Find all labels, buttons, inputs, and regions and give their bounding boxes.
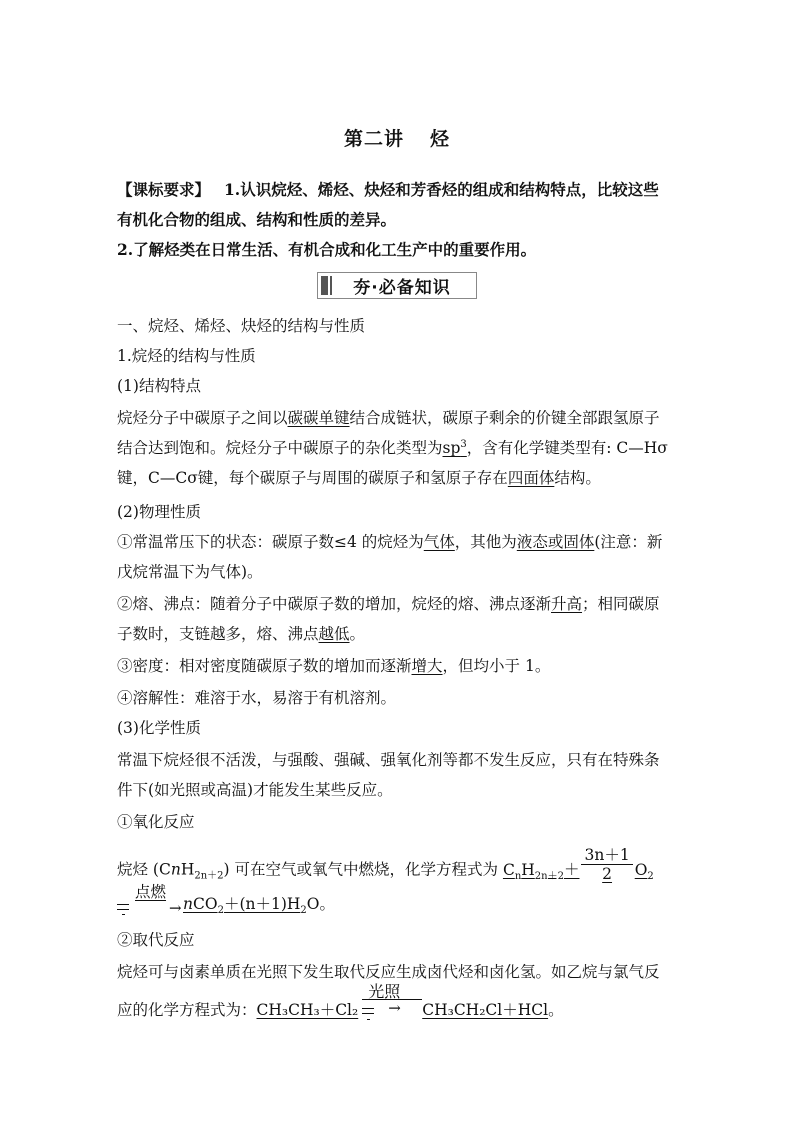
structure-line-1: 烷烃分子中碳原子之间以碳碳单键结合成链状，碳原子剩余的价键全部跟氢原子	[117, 409, 660, 427]
blank-answer: 液态或固体	[516, 533, 595, 551]
banner-bar-icon	[321, 276, 328, 295]
boiling-line-1: ②熔、沸点：随着分子中碳原子数的增加，烷烃的熔、沸点逐渐升高；相同碳原	[117, 595, 660, 613]
blank-answer: 四面体	[507, 469, 555, 487]
substitution-product: CH₃CH₂Cl＋HCl	[422, 1001, 549, 1019]
combustion-product: $nCO_2+(n+1)H_2$	[183, 895, 307, 917]
requirement-line-3: 2.了解烃类在日常生活、有机合成和化工生产中的重要作用。	[117, 240, 537, 259]
title-subject: 烃	[430, 128, 451, 150]
solubility-line: ④溶解性：难溶于水，易溶于有机溶剂。	[117, 689, 397, 707]
section-banner	[317, 272, 477, 299]
physical-heading: (2)物理性质	[117, 503, 201, 521]
substitution-reactant: CH₃CH₃＋Cl₂	[256, 1001, 359, 1019]
substitution-line-1: 烷烃可与卤素单质在光照下发生取代反应生成卤代烃和卤化氢。如乙烷与氯气反	[117, 963, 660, 981]
physical-state-line-2: 戊烷常温下为气体)。	[117, 563, 263, 581]
structure-heading: (1)结构特点	[117, 377, 201, 395]
chemical-line-2: 件下(如光照或高温)才能发生某些反应。	[117, 781, 393, 799]
subsection-heading-1-1: 1.烷烃的结构与性质	[117, 347, 256, 365]
title-main: 第二讲	[343, 128, 404, 150]
blank-answer: 越低	[318, 625, 350, 643]
chemical-heading: (3)化学性质	[117, 719, 201, 737]
oxidation-equation-line-2: 点燃 → $nCO_2+(n+1)H_2O$。	[113, 890, 335, 920]
reaction-arrow-icon: →	[169, 899, 182, 917]
oxidation-equation-line-1: 烷烃 (CnH$_{2n+2}$) 可在空气或氧气中燃烧，化学方程式为 $C_nH_{2n+2}+$ $\frac{3n+1}{2}$ $O_2$	[117, 846, 654, 883]
substitution-line-2: 应的化学方程式为：CH₃CH₃＋Cl₂ 光照 → CH₃CH₂Cl＋HCl。	[117, 996, 564, 1026]
blank-answer: $sp^3$	[442, 438, 467, 457]
section-heading-1: 一、烷烃、烯烃、炔烃的结构与性质	[117, 317, 366, 335]
blank-answer: 碳碳单键	[287, 409, 350, 427]
oxygen-coefficient-fraction: $\frac{3n+1}{2}$	[581, 846, 632, 883]
oxidation-heading: ①氧化反应	[117, 813, 195, 831]
structure-line-2: 结合达到饱和。烷烃分子中碳原子的杂化类型为$sp^3$，含有化学键类型有: C—Hσ	[117, 438, 668, 457]
blank-answer: 气体	[423, 533, 455, 551]
density-line: ③密度：相对密度随碳原子数的增加而逐渐增大，但均小于 1。	[117, 657, 551, 675]
requirement-line-1	[117, 180, 659, 200]
ignition-condition: 点燃 →	[113, 890, 171, 920]
blank-answer: 升高	[551, 595, 583, 613]
blank-answer: 增大	[411, 657, 443, 675]
banner-label: 夯·必备知识	[353, 278, 451, 298]
page-title	[0, 124, 794, 151]
structure-line-3: 键，C—Cσ键，每个碳原子与周围的碳原子和氢原子存在四面体结构。	[117, 469, 601, 487]
banner-bar-thin-icon	[330, 276, 332, 295]
combustion-reactant: $C_nH_{2n+2}$	[502, 860, 564, 882]
reaction-arrow-icon: →	[388, 999, 401, 1017]
boiling-line-2: 子数时，支链越多，熔、沸点越低。	[117, 625, 366, 643]
light-condition: 光照 →	[358, 996, 422, 1026]
requirement-line-2: 有机化合物的组成、结构和性质的差异。	[117, 210, 397, 229]
substitution-heading: ②取代反应	[117, 931, 195, 949]
chemical-line-1: 常温下烷烃很不活泼，与强酸、强碱、强氧化剂等都不发生反应，只有在特殊条	[117, 751, 660, 769]
requirement-tag: 【课标要求】	[117, 180, 211, 199]
physical-state-line-1: ①常温常压下的状态：碳原子数≤4 的烷烃为气体，其他为液态或固体(注意：新	[117, 533, 663, 551]
requirement-text-1: 1.认识烷烃、烯烃、炔烃和芳香烃的组成和结构特点，比较这些	[224, 180, 659, 199]
